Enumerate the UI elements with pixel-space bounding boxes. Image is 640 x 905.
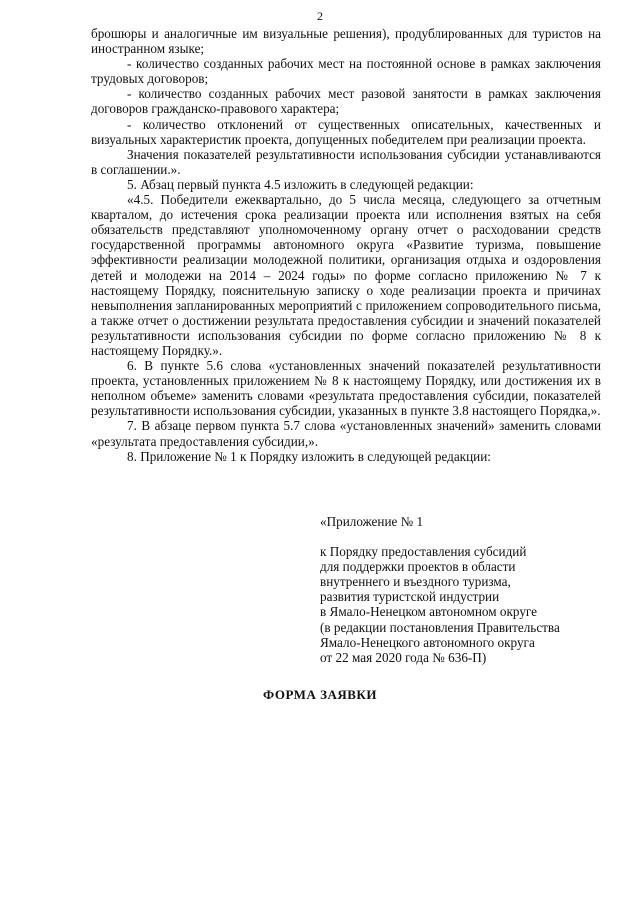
appendix-title: «Приложение № 1 <box>320 514 424 529</box>
paragraph-item-5: 5. Абзац первый пункта 4.5 изложить в следующей редакции: <box>127 176 474 192</box>
body-text <box>91 26 601 464</box>
paragraph-deviations: - количество отклонений от существенных описательных, качественных и визуальных характеристик проекта, допущенных победителем при реализации проекта. <box>91 116 601 147</box>
appendix-block <box>320 514 620 665</box>
form-title: ФОРМА ЗАЯВКИ <box>263 687 377 702</box>
paragraph-item-7: 7. В абзаце первом пункта 5.7 слова «установленных значений» заменить словами «результата предоставления субсидии,». <box>91 418 601 449</box>
appendix-line: развития туристской индустрии <box>320 589 500 605</box>
page-number: 2 <box>317 9 323 23</box>
appendix-line: для поддержки проектов в области <box>320 559 516 575</box>
appendix-line: (в редакции постановления Правительства <box>320 619 560 635</box>
paragraph-item-4-5: «4.5. Победители ежеквартально, до 5 числа месяца, следующего за отчетным кварталом, до истечения срока реализации проекта или исполнения взятых на себя обязательств представляют уполномоченному органу отчет о расходовании средств государственной программы автономного округа «Развитие туризма, повышение эффективности реализации молодежной политики, организация отдыха и оздоровления детей и молодежи на 2014 – 2024 годы» по форме согласно приложению № 7 к настоящему Порядку, пояснительную записку о ходе реализации проекта и причинах невыполнения запланированных мероприятий с приложением сопроводительного письма, а также отчет о достижении результата предоставления субсидии и значений показателей результативности использования субсидии по форме согласно приложению № 8 к настоящему Порядку.». <box>91 192 601 358</box>
paragraph-item-6: 6. В пункте 5.6 слова «установленных значений показателей результативности проекта, установленных приложением № 8 к настоящему Порядку, или достижения их в неполном объеме» заменить словами «результата предоставления субсидии, показателей результативности использования субсидии, указанных в пункте 3.8 настоящего Порядка,». <box>91 358 601 419</box>
paragraph-item-8: 8. Приложение № 1 к Порядку изложить в следующей редакции: <box>127 448 491 464</box>
paragraph-temporary-jobs: - количество созданных рабочих мест разовой занятости в рамках заключения договоров гражданско-правового характера; <box>91 86 601 117</box>
appendix-line: в Ямало-Ненецком автономном округе <box>320 604 537 620</box>
appendix-line: от 22 мая 2020 года № 636-П) <box>320 649 487 665</box>
appendix-line: к Порядку предоставления субсидий <box>320 544 527 560</box>
appendix-line: внутреннего и въездного туризма, <box>320 574 511 590</box>
appendix-line: Ямало-Ненецкого автономного округа <box>320 634 535 650</box>
paragraph-continuation: брошюры и аналогичные им визуальные решения), продублированных для туристов на иностранном языке; <box>91 26 601 57</box>
paragraph-indicator-values: Значения показателей результативности использования субсидии устанавливаются в соглашении.». <box>91 146 601 177</box>
paragraph-permanent-jobs: - количество созданных рабочих мест на постоянной основе в рамках заключения трудовых договоров; <box>91 56 601 87</box>
